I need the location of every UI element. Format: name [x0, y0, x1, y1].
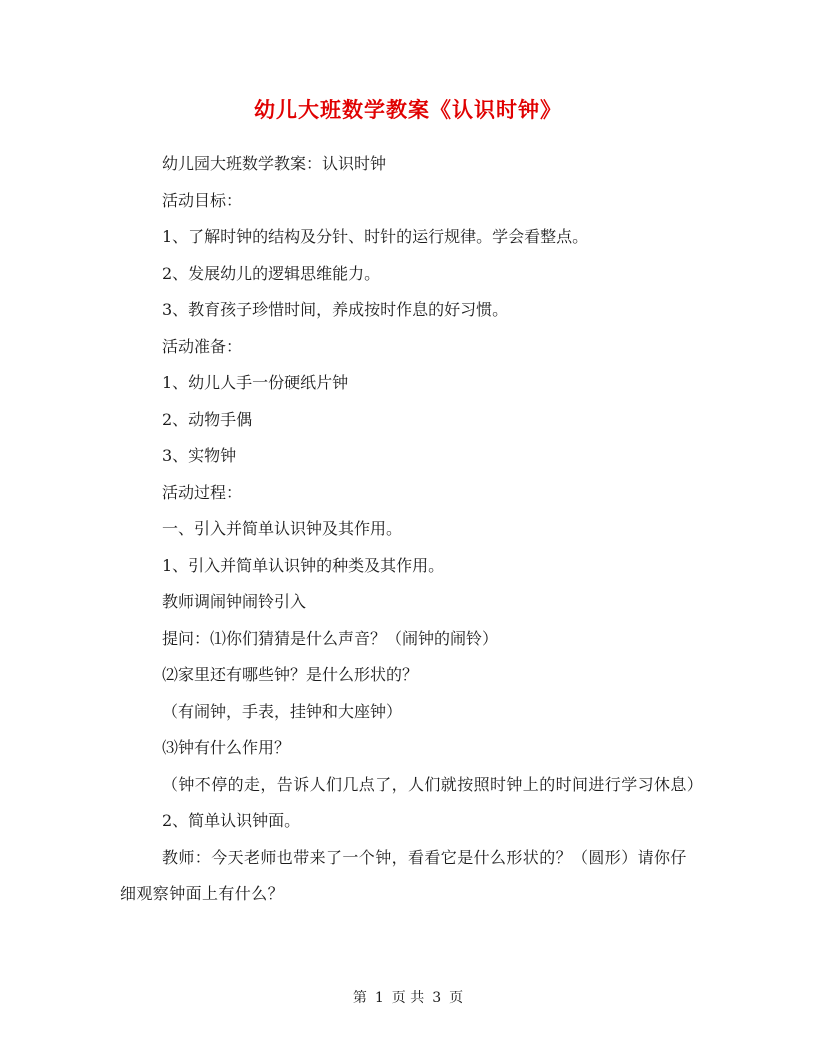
paragraph: （有闹钟，手表，挂钟和大座钟）: [162, 701, 403, 721]
paragraph: 2、发展幼儿的逻辑思维能力。: [162, 263, 381, 283]
paragraph: ⑵家里还有哪些钟？是什么形状的？: [162, 665, 419, 684]
paragraph: ⑶钟有什么作用？: [162, 738, 291, 757]
document-title: 幼儿大班数学教案《认识时钟》: [254, 97, 562, 122]
document-body: [120, 146, 704, 913]
paragraph: 3、实物钟: [162, 446, 237, 465]
paragraph: 1、了解时钟的结构及分针、时针的运行规律。学会看整点。: [162, 227, 589, 246]
section-heading: 活动目标：: [162, 190, 243, 210]
section-heading: 活动准备：: [162, 336, 243, 356]
page-footer: [0, 988, 816, 1008]
paragraph: 教师：今天老师也带来了一个钟，看看它是什么形状的？（圆形）请你仔细观察钟面上有什么？: [120, 847, 687, 903]
paragraph: 提问：⑴你们猜猜是什么声音？（闹钟的闹铃）: [162, 628, 499, 648]
paragraph: 1、引入并简单认识钟的种类及其作用。: [162, 555, 445, 575]
page-label-suffix: 页: [449, 990, 464, 1006]
paragraph: （钟不停的走，告诉人们几点了，人们就按照时钟上的时间进行学习休息）: [162, 774, 704, 794]
page-number-current: 1: [374, 990, 384, 1006]
paragraph: 教师调闹钟闹铃引入: [162, 592, 307, 611]
paragraph: 2、简单认识钟面。: [162, 811, 301, 830]
paragraph: 幼儿园大班数学教案：认识时钟: [162, 154, 387, 173]
section-heading: 活动过程：: [162, 482, 243, 502]
paragraph: 一、引入并简单认识钟及其作用。: [162, 519, 403, 538]
page-label-prefix: 第: [352, 990, 367, 1006]
page-number-total: 3: [432, 990, 442, 1006]
paragraph: 1、幼儿人手一份硬纸片钟: [162, 373, 349, 392]
paragraph: 2、动物手偶: [162, 409, 253, 429]
paragraph: 3、教育孩子珍惜时间，养成按时作息的好习惯。: [162, 300, 509, 319]
page-label-mid: 页 共: [391, 990, 425, 1006]
